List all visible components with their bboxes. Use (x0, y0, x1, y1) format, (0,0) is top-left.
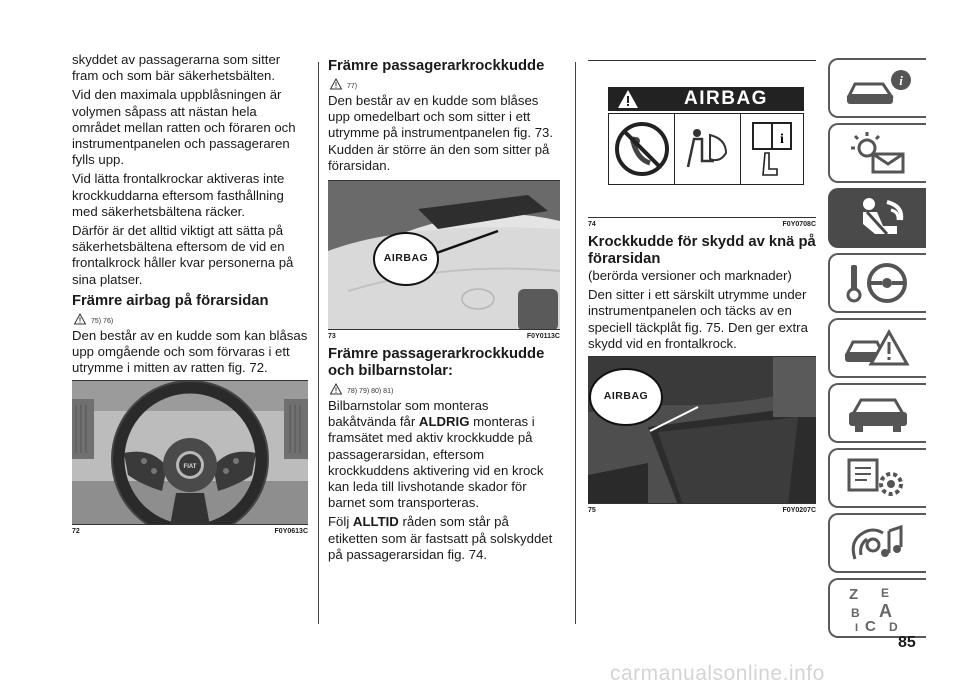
figure-steering-wheel (72, 380, 308, 525)
column-divider (575, 62, 576, 624)
figure-code: F0Y0113C (526, 333, 560, 341)
warning-reference (330, 77, 560, 90)
warning-triangle-icon (330, 383, 342, 395)
tab-emergency[interactable] (828, 318, 926, 378)
svg-text:E: E (881, 586, 890, 600)
figure-code: F0Y0207C (782, 507, 816, 515)
svg-text:C: C (865, 618, 876, 633)
paragraph: Vid den maximala uppblåsningen är volymen såpass att nästan hela området mellan ratten och föraren och instrumentpanelen och passageraren fylls upp. (72, 87, 296, 168)
tab-technical-data[interactable] (828, 448, 926, 508)
text-run: råden som står på etiketten som är fastsatt på solskyddet på passagerarsidan fig. 74. (328, 514, 553, 562)
tab-safety[interactable] (828, 188, 926, 248)
text-run: monteras i framsätet med aktiv krockkudde på passagerarsidan, eftersom krockkuddens aktivering vid en krock kan leda till livshotande skador för barnet som transporteras. (328, 414, 544, 511)
warning-reference (74, 312, 308, 325)
paragraph: Den sitter i ett särskilt utrymme under instrumentpanelen och täcks av en speciell täckplåt fig. 75. Den ger extra skydd vid en frontalkrock. (588, 287, 808, 351)
tab-maintenance[interactable] (828, 383, 926, 443)
figure-airbag-label (588, 87, 816, 217)
steering-wheel-photo (72, 381, 308, 525)
section-subtitle: (berörda versioner och marknader) (588, 268, 792, 283)
warning-triangle-icon (843, 324, 913, 372)
warning-refs: 78) 79) 80) 81) (347, 388, 394, 396)
warning-triangle-icon (74, 313, 86, 325)
figure-caption (72, 528, 308, 535)
steering-key-icon (843, 259, 913, 307)
chapter-tabs (828, 58, 926, 643)
svg-text:i: i (899, 73, 903, 88)
figure-caption (328, 333, 560, 340)
airbag-deploy-icon (680, 121, 736, 177)
figure-knee-airbag (588, 356, 816, 504)
index-letters-icon (843, 583, 913, 633)
warning-triangle-icon (330, 78, 342, 90)
car-info-icon (843, 66, 913, 110)
svg-text:B: B (851, 606, 860, 620)
paragraph: Den består av en kudde som blåses upp omedelbart och som sitter i ett utrymme på instrumentpanelen fig. 73. Kudden är större än den som sitter på förarsidan. (328, 93, 554, 173)
tab-index[interactable] (828, 578, 926, 638)
figure-code: F0Y0613C (274, 528, 308, 536)
section-heading: Främre airbag på förarsidan (72, 292, 269, 309)
car-service-icon (843, 390, 913, 436)
no-child-seat-icon (614, 119, 670, 179)
warning-reference (330, 382, 560, 395)
dashboard-photo (328, 181, 560, 330)
text-run: Bilbarnstolar som monteras bakåtvända får (328, 398, 489, 430)
figure-bottom-rule (588, 217, 816, 218)
column-3 (588, 52, 816, 520)
paragraph: Vid lätta frontalkrockar aktiveras inte krockkuddarna eftersom fasthållning med säkerhetsbältena räcker. (72, 171, 285, 219)
figure-number: 72 (72, 528, 80, 536)
section-heading: Krockkudde för skydd av knä på förarsidan (588, 234, 816, 267)
column-divider (318, 62, 319, 624)
tab-starting-driving[interactable] (828, 253, 926, 313)
paragraph (328, 514, 560, 563)
figure-code: F0Y0708C (782, 221, 816, 228)
wrench-gear-icon (843, 454, 913, 502)
warning-refs: 75) 76) (91, 317, 114, 325)
watermark: carmanualsonline.info (610, 662, 825, 683)
tab-dashboard-lights[interactable] (828, 123, 926, 183)
svg-text:FIAT: FIAT (183, 464, 197, 471)
warning-refs: 77) (347, 83, 358, 90)
figure-caption (588, 221, 816, 228)
manual-book-icon (747, 119, 797, 179)
column-2 (328, 52, 560, 566)
tab-car-info[interactable] (828, 58, 926, 118)
page-number: 85 (898, 634, 916, 651)
column-1 (72, 52, 308, 541)
paragraph: Därför är det alltid viktigt att sätta på säkerhetsbältena eftersom de vid en frontalkrock håller kvar personerna på sina platser. (72, 223, 294, 287)
figure-number: 73 (328, 333, 336, 341)
airbag-label-pictograms (608, 113, 804, 185)
text-run: Följ (328, 514, 350, 530)
airbag-label: AIRBAG (383, 252, 429, 265)
figure-top-rule (588, 60, 816, 61)
svg-text:Z: Z (849, 586, 859, 603)
emphasis-never: ALDRIG (418, 414, 470, 430)
tab-multimedia[interactable] (828, 513, 926, 573)
figure-number: 75 (588, 507, 596, 515)
svg-text:i: i (780, 132, 784, 147)
figure-dashboard-airbag (328, 180, 560, 330)
svg-text:I: I (855, 622, 859, 633)
figure-caption (588, 507, 816, 514)
svg-text:A: A (879, 601, 892, 621)
svg-text:D: D (889, 620, 898, 633)
airbag-label-title: AIRBAG (684, 88, 768, 109)
seat-airbag-icon (843, 194, 913, 242)
warning-triangle-icon (608, 88, 648, 110)
emphasis-always: ALLTID (352, 514, 399, 530)
dashboard-lights-icon (843, 130, 913, 176)
airbag-label: AIRBAG (603, 390, 649, 403)
knee-airbag-photo (588, 357, 816, 504)
paragraph: skyddet av passagerarna som sitter fram och som bär säkerhetsbälten. (72, 52, 281, 84)
section-heading: Främre passagerarkrockkudde (328, 58, 545, 74)
section-heading: Främre passagerarkrockkudde och bilbarnstolar: (328, 346, 545, 380)
paragraph: Den består av en kudde som kan blåsas upp omgående och som förvaras i ett utrymme i mitten av ratten fig. 72. (72, 327, 308, 376)
paragraph (328, 398, 560, 511)
airbag-label-header (608, 87, 804, 111)
music-nav-icon (843, 519, 913, 567)
figure-number: 74 (588, 221, 596, 228)
